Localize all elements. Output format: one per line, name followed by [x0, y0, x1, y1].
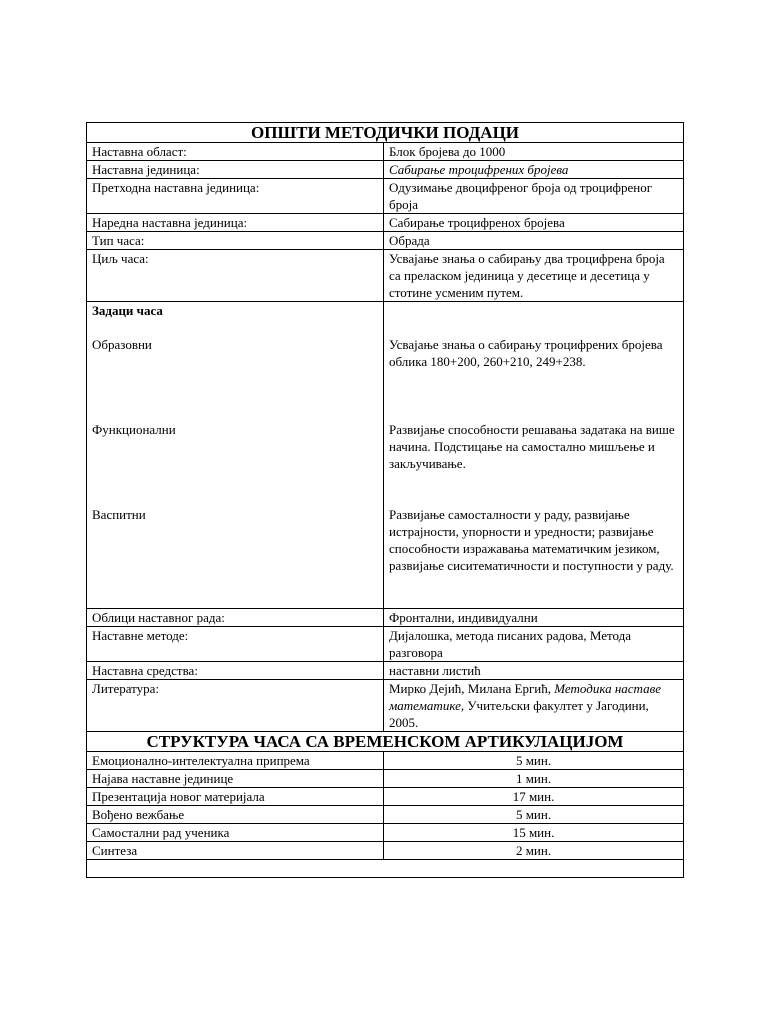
structure-title-row [87, 732, 684, 752]
methods-value: Дијалошка, метода писаних радова, Метода разговора [384, 627, 684, 662]
area-label: Наставна област: [87, 143, 384, 161]
upbringing-value: Развијање самосталности у раду, развијање истрајности, упорности и уредности; развијање способности изражавања математичким језиком, развијање сиситематичности и поступности у раду. [389, 507, 674, 573]
prev-unit-label: Претходна наставна јединица: [87, 179, 384, 214]
table-row [87, 250, 684, 302]
phase-time: 15 мин. [384, 824, 684, 842]
literature-label: Литература: [87, 680, 384, 732]
forms-value: Фронтални, индивидуални [384, 609, 684, 627]
phase-label: Емоционално-интелектуална припрема [87, 752, 384, 770]
table-row [87, 806, 684, 824]
literature-title: Методика наставе математике, [389, 681, 662, 713]
means-label: Наставна средства: [87, 662, 384, 680]
phase-label: Вођено вежбање [87, 806, 384, 824]
prev-unit-value: Одузимање двоцифреног броја од троцифреног броја [384, 179, 684, 214]
general-title: ОПШТИ МЕТОДИЧКИ ПОДАЦИ [87, 123, 684, 143]
table-row [87, 788, 684, 806]
methods-label: Наставне методе: [87, 627, 384, 662]
educational-value: Усвајање знања о сабирању троцифрених бројева облика 180+200, 260+210, 249+238. [389, 337, 663, 369]
phase-label: Презентација новог материјала [87, 788, 384, 806]
functional-value: Развијање способности решавања задатака на више начина. Подстицање на самостално мишљење и закључивање. [389, 422, 675, 471]
structure-title: СТРУКТУРА ЧАСА СА ВРЕМЕНСКОМ АРТИКУЛАЦИЈОМ [87, 732, 684, 752]
goal-label: Циљ часа: [87, 250, 384, 302]
area-value: Блок бројева до 1000 [384, 143, 684, 161]
literature-authors: Мирко Дејић, Милана Ергић, [389, 681, 552, 696]
lesson-plan-table [86, 122, 684, 878]
phase-time: 1 мин. [384, 770, 684, 788]
goal-value: Усвајање знања о сабирању два троцифрена броја са преласком јединица у десетице и десетица у стотине усменим путем. [384, 250, 684, 302]
table-row [87, 609, 684, 627]
tasks-label: Задаци часа [92, 303, 163, 318]
phase-time: 5 мин. [384, 806, 684, 824]
empty-row [87, 860, 684, 878]
table-row [87, 680, 684, 732]
unit-value: Сабирање троцифрених бројева [384, 161, 684, 179]
literature-value [384, 680, 684, 732]
phase-label: Самостални рад ученика [87, 824, 384, 842]
phase-time: 5 мин. [384, 752, 684, 770]
functional-label: Функционални [92, 422, 176, 437]
literature-publisher: Учитељски факултет у Јагодини, 2005. [389, 698, 649, 730]
next-unit-value: Сабирање троцифренох бројева [384, 214, 684, 232]
table-row [87, 662, 684, 680]
table-row [87, 161, 684, 179]
table-row [87, 143, 684, 161]
forms-label: Облици наставног рада: [87, 609, 384, 627]
tasks-values-cell [384, 302, 684, 609]
table-row [87, 770, 684, 788]
educational-label: Образовни [92, 337, 152, 352]
table-row [87, 752, 684, 770]
table-row [87, 627, 684, 662]
table-row [87, 214, 684, 232]
phase-time: 2 мин. [384, 842, 684, 860]
means-value: наставни листић [384, 662, 684, 680]
table-row [87, 842, 684, 860]
unit-label: Наставна јединица: [87, 161, 384, 179]
tasks-cell [87, 302, 384, 609]
tasks-row [87, 302, 684, 609]
table-row [87, 179, 684, 214]
lesson-type-value: Обрада [384, 232, 684, 250]
table-row [87, 232, 684, 250]
lesson-type-label: Тип часа: [87, 232, 384, 250]
general-title-row [87, 123, 684, 143]
phase-time: 17 мин. [384, 788, 684, 806]
next-unit-label: Наредна наставна јединица: [87, 214, 384, 232]
upbringing-label: Васпитни [92, 507, 146, 522]
empty-cell [87, 860, 684, 878]
phase-label: Најава наставне јединице [87, 770, 384, 788]
table-row [87, 824, 684, 842]
phase-label: Синтеза [87, 842, 384, 860]
